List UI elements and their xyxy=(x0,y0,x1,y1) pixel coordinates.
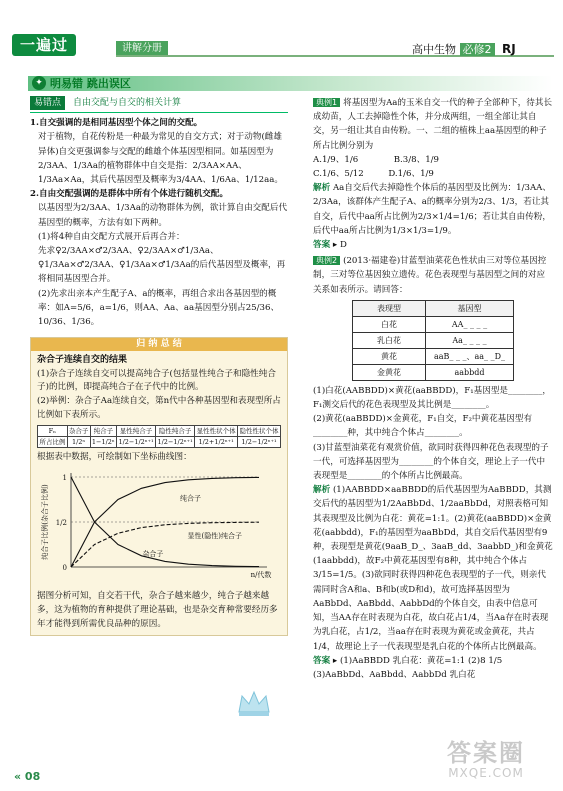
chart-intro: 根据表中数据，可绘制如下坐标曲线图： xyxy=(37,452,192,463)
summary-subtitle: 杂合子连续自交的结果 xyxy=(37,355,128,366)
example-1-label: 典例1 xyxy=(313,98,340,107)
page-number: « 08 xyxy=(14,770,41,783)
table-header-cell: 表现型 xyxy=(353,300,426,316)
y-axis-label: 纯合子比例(杂合子比例) xyxy=(41,484,49,560)
option-c: C.1/6、5/12 xyxy=(313,169,364,180)
table-header-cell: 隐性性状个体 xyxy=(239,427,279,436)
left-column xyxy=(30,96,288,636)
table-cell: Aa_ _ _ _ xyxy=(426,332,514,348)
example-2-text: (2013·福建卷)甘蓝型油菜花色性状由三对等位基因控制，三对等位基因独立遗传。花色表现型与基因型之间的对应关系如表所示。请回答： xyxy=(313,256,547,295)
crown-icon xyxy=(236,688,272,718)
purity-curve-chart xyxy=(37,467,277,585)
answer-text: D xyxy=(339,240,347,251)
error-point-header xyxy=(30,96,288,113)
table-cell: 1−1/2ⁿ xyxy=(91,438,115,447)
table-row xyxy=(38,437,281,448)
table-row xyxy=(353,316,514,332)
phenotype-table-header xyxy=(353,300,514,316)
table-header-cell: 隐性纯合子 xyxy=(156,426,195,437)
edition-label: RJ xyxy=(502,42,516,56)
right-column xyxy=(313,96,553,682)
subject-label xyxy=(412,42,516,57)
point-2-body: 以基因型为2/3AA、1/3Aa的动物群体为例，欲计算自由交配后代基因型的概率，方法有如下两种。 xyxy=(38,203,288,228)
method-1-detail: 先求♀2/3AA×♂2/3AA、♀2/3AA×♂1/3Aa、♀1/3Aa×♂2/3AA、♀1/3Aa×♂1/3Aa的后代基因型及概率，再将相同基因型合并。 xyxy=(38,246,286,285)
table-row xyxy=(353,332,514,348)
booklet-tag: 讲解分册 xyxy=(116,41,168,56)
y-tick-label: 1/2 xyxy=(55,518,67,527)
y-tick-label: 1 xyxy=(62,473,67,482)
phenotype-table xyxy=(352,300,514,381)
analysis-label: 解析 xyxy=(313,485,331,496)
example-1-text: 将基因型为Aa的玉米自交一代的种子全部种下，待其长成幼苗，人工去掉隐性个体，并分成两组，一组全部让其自交，另一组让其自由传粉。一、二组的植株上aa基因型的种子所占比例分别为 xyxy=(313,98,553,151)
summary-title: 归 纳 总 结 xyxy=(31,338,287,351)
series-line-1 xyxy=(71,522,259,567)
example-1-analysis xyxy=(313,181,553,238)
error-point-tag: 易错点 xyxy=(30,96,65,110)
brand-logo: 一遍过 xyxy=(12,34,76,56)
table-cell: 乳白花 xyxy=(353,332,426,348)
table-cell: 1/2ⁿ xyxy=(67,437,90,448)
answer-text: (1)AaBBDD 乳白花：黄花=1:1 (2)8 1/5 (3)AaBbDd、AaBbdd、AabbDd 乳白花 xyxy=(313,655,503,680)
example-2-subquestion-1: (1)白花(AABBDD)×黄花(aaBBDD)，F₁基因型是________，F₁测交后代的花色表现型及其比例是________。 xyxy=(313,385,551,411)
table-cell: 所占比例 xyxy=(39,438,66,447)
error-point-title: 自由交配与自交的相关计算 xyxy=(73,98,182,108)
table-row xyxy=(353,348,514,364)
point-1-heading: 1.自交强调的是相同基因型个体之间的交配。 xyxy=(30,118,203,129)
analysis-label: 解析 xyxy=(313,183,331,194)
subject-name: 高中生物 xyxy=(412,43,456,56)
option-b: B.3/8、1/9 xyxy=(393,154,440,165)
table-cell: 金黄花 xyxy=(353,364,426,380)
point-1-body: 对于植物，自花传粉是一种最为常见的自交方式；对于动物(雌雄异体)自交更强调参与交配的雌雄个体基因型相同。如基因型为2/3AA、1/3Aa的植物群体中自交是指：2/3AA×AA、1/3Aa×Aa，其后代基因型及概率为3/4AA、1/6Aa、1/12aa。 xyxy=(38,132,283,186)
answer-label: 答案 xyxy=(313,655,331,666)
table-cell: 1/2−1/2ⁿ⁺¹ xyxy=(118,438,154,447)
example-1-options xyxy=(313,153,553,181)
summary-box xyxy=(30,337,288,636)
table-header-cell: 基因型 xyxy=(426,300,514,316)
table-header-cell: Fₙ xyxy=(38,426,68,437)
table-cell: 1/2−1/2ⁿ⁺¹ xyxy=(157,438,193,447)
method-2: (2)先求出亲本产生配子A、a的概率，再组合求出各基因型的概率：如A=5/6，a=1/6，则AA、Aa、aa基因型分别占25/36、10/36、1/36。 xyxy=(38,288,280,328)
volume-badge: 必修2 xyxy=(460,43,495,56)
table-cell: 黄花 xyxy=(353,348,426,364)
x-axis-label: n/代数 xyxy=(250,570,272,579)
ratio-table xyxy=(37,425,281,448)
analysis-text: Aa自交后代去掉隐性个体后的基因型及比例为：1/3AA、2/3Aa，该群体产生配子A、a的概率分别为2/3、1/3，若让其自交，后代中aa所占比例为2/3×1/4=1/6；若让其自由传粉，后代中aa所占比例为1/3×1/3=1/9。 xyxy=(313,183,552,236)
series-label: 显性(隐性)纯合子 xyxy=(187,532,243,541)
bulb-icon: ✦ xyxy=(32,76,46,90)
table-cell: 白花 xyxy=(353,316,426,332)
option-d: D.1/6、1/9 xyxy=(388,169,434,180)
series-label: 纯合子 xyxy=(180,494,202,503)
chart-analysis: 据图分析可知，自交若干代，杂合子越来越少，纯合子越来越多，这为植物的育种提供了理论基础，也是杂交育种常要经历多年才能得到所需优良品种的原因。 xyxy=(37,591,278,629)
table-row xyxy=(353,364,514,380)
example-2-subquestion-2: (2)黄花(aaBBDD)×金黄花，F₁自交，F₂中黄花基因型有________种，其中纯合个体占________。 xyxy=(313,414,533,439)
table-header-cell: 纯合子 xyxy=(90,426,116,437)
example-2-label: 典例2 xyxy=(313,256,340,265)
table-header-cell: 显性性状个体 xyxy=(196,427,236,436)
section-title: 明易错 跳出误区 xyxy=(50,77,131,90)
y-tick-label: 0 xyxy=(62,563,67,572)
table-cell: AA_ _ _ _ xyxy=(426,316,514,332)
example-2-analysis xyxy=(313,483,553,653)
example-1-answer: 答案 ▸ D xyxy=(313,240,347,251)
series-label: 杂合子 xyxy=(142,550,164,559)
table-cell: 1/2−1/2ⁿ⁺¹ xyxy=(238,437,281,448)
table-header-cell: 杂合子 xyxy=(68,427,89,436)
method-1: (1)将4种自由交配方式展开后再合并： xyxy=(38,231,185,242)
table-cell: aaB_ _ _、aa_ _D_ xyxy=(426,348,514,364)
example-2-subquestion-3: (3)甘蓝型油菜花有观赏价值，欲同时获得四种花色表现型的子一代，可选择基因型为________的个体自交，理论上子一代中表现型是________的个体所占比例最高。 xyxy=(313,442,549,482)
point-2-heading: 2.自由交配强调的是群体中所有个体进行随机交配。 xyxy=(30,189,229,200)
table-cell: aabbdd xyxy=(426,364,514,380)
summary-point-1: (1)杂合子连续自交可以提高纯合子(包括显性纯合子和隐性纯合子)的比例，即提高纯合子在子代中的比例。 xyxy=(37,368,276,393)
summary-point-2: (2)举例：杂合子Aa连续自交，第n代中各种基因型和表现型所占比例如下表所示。 xyxy=(37,396,281,420)
watermark-line-2: MXQE.COM xyxy=(448,766,524,780)
example-2-question xyxy=(313,254,553,297)
option-a: A.1/9、1/6 xyxy=(313,154,359,165)
example-1-question xyxy=(313,96,553,153)
table-cell: 1/2+1/2ⁿ⁺¹ xyxy=(195,437,238,448)
example-2-answer: 答案 ▸ (1)AaBBDD 乳白花：黄花=1:1 (2)8 1/5 (3)AaBbDd、AaBbdd、AabbDd 乳白花 xyxy=(313,655,503,680)
ratio-table-header xyxy=(38,426,281,437)
analysis-text: (1)AABBDD×aaBBDD的后代基因型为AaBBDD，其测交后代的基因型为1/2AaBbDd、1/2aaBbDd，对照表格可知其表现型及比例为白花：黄花=1:1。(2)黄花(aaBBDD)×金黄花(aabbdd)，F₁的基因型为aaBbDd，其自交后代基因型有9种，表现型是黄花(9aaB_D_、3aaB_dd、3aabbD_)和金黄花(1aabbdd)，故F₂中黄花基因型有8种，其中纯合个体占3/15=1/5。(3)欲同时获得四种花色表现型的子一代，则亲代需同时含A和a、B和b(或D和d)，故可选择基因型为AaBbDd、AaBbdd、AabbDd的个体自交，由表中信息可知，当AA存在时表现为白花，故白花占1/4，当Aa存在时表现为乳白花，占1/2，当aa存在时表现为黄花或金黄花，共占1/4，故理论上子一代表现型是乳白花的个体所占比例最高。 xyxy=(313,485,553,652)
watermark xyxy=(424,740,548,782)
table-header-cell: 显性纯合子 xyxy=(117,426,156,437)
watermark-line-1: 答案圈 xyxy=(447,739,525,767)
answer-label: 答案 xyxy=(313,240,331,251)
